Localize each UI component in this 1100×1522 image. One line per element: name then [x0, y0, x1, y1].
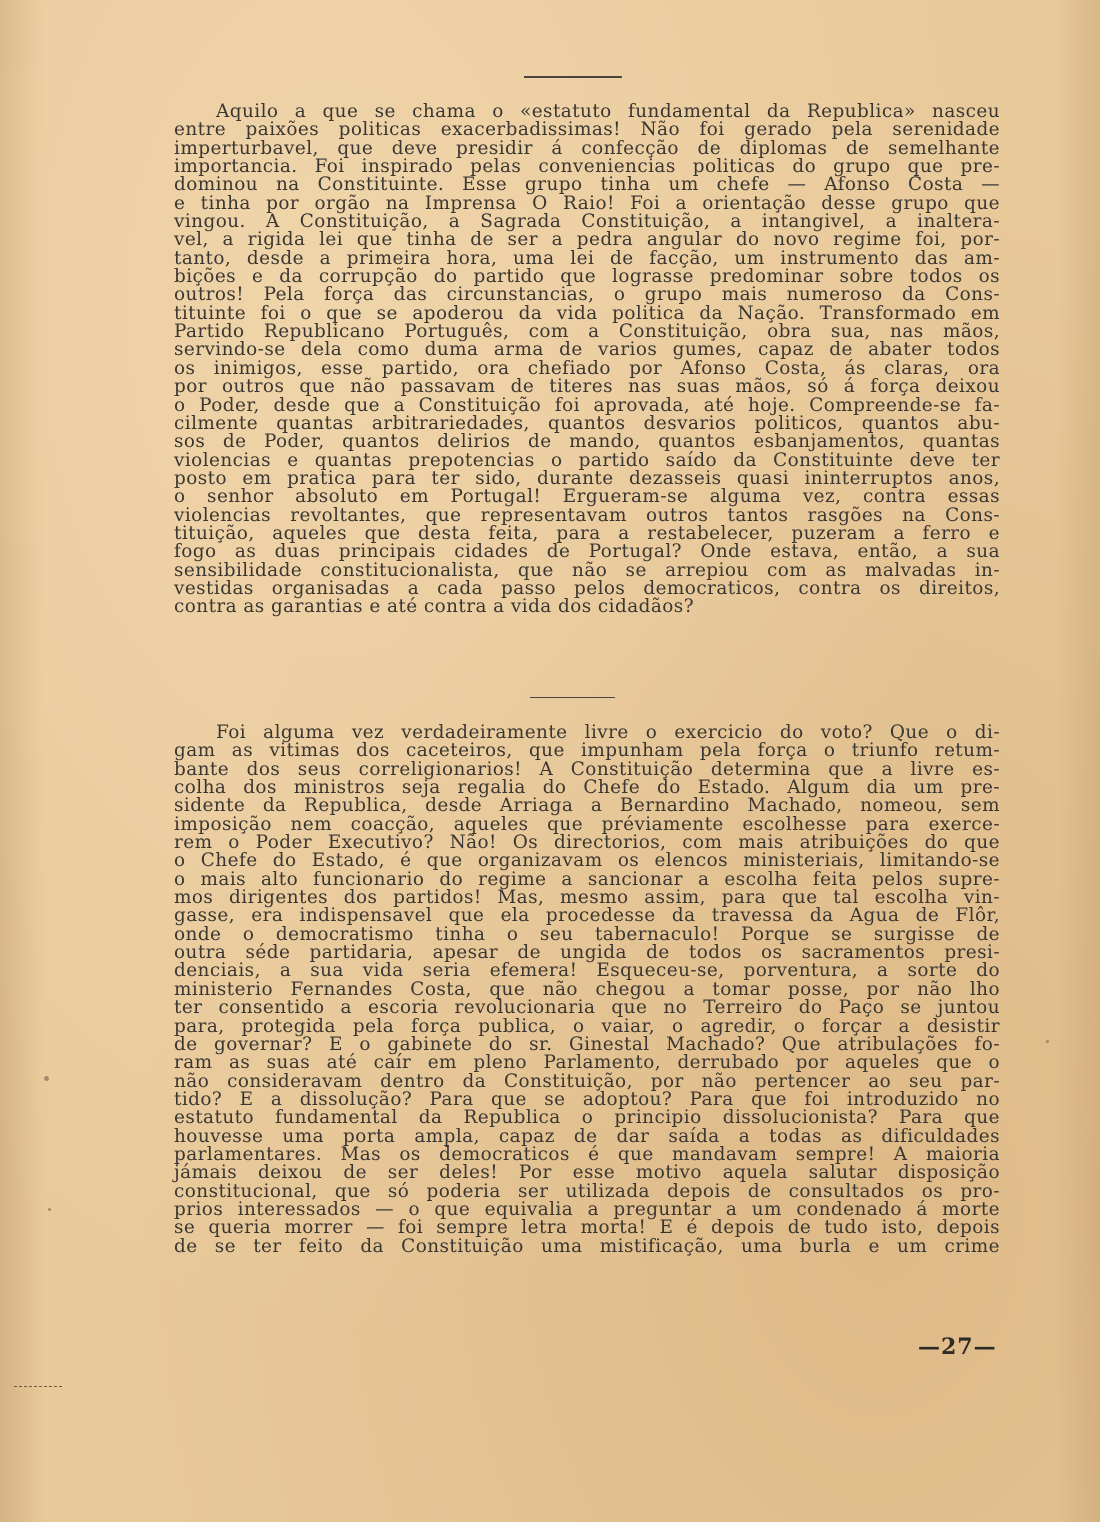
text-line: tido? E a dissolução? Para que se adoptou? Para que foi introduzido no — [174, 1088, 1000, 1110]
text-line: contra as garantias e até contra a vida dos cidadãos? — [174, 596, 695, 618]
text-line: sos de Poder, quantos delirios de mando, quantos esbanjamentos, quantas — [174, 431, 1000, 453]
text-line: outros! Pela força das circunstancias, o grupo mais numeroso da Cons- — [174, 284, 1000, 306]
corner-mark — [14, 1386, 62, 1387]
text-line: por outros que não passavam de titeres nas suas mãos, só á força deixou — [174, 376, 1000, 398]
paragraph-vote — [174, 724, 1000, 1256]
text-line: jámais deixou de ser deles! Por esse motivo aquela salutar disposição — [174, 1162, 1000, 1184]
text-line: o mais alto funcionario do regime a sancionar a escolha feita pelos supre- — [174, 868, 1000, 890]
paper-speck — [48, 1208, 51, 1211]
text-line: estatuto fundamental da Republica o principio dissolucionista? Para que — [174, 1107, 1000, 1129]
text-line: rem o Poder Executivo? Não! Os directorios, com mais atribuições do que — [174, 832, 1000, 854]
text-line: se queria morrer — foi sempre letra morta! E é depois de tudo isto, depois — [174, 1217, 1000, 1239]
text-line: de governar? E o gabinete do sr. Ginestal Machado? Que atribulações fo- — [174, 1033, 1000, 1055]
text-line: mos dirigentes dos partidos! Mas, mesmo assim, para que tal escolha vin- — [174, 887, 1000, 909]
text-line: tituinte foi o que se apoderou da vida politica da Nação. Transformado em — [174, 302, 1000, 324]
paragraph-constitution — [174, 103, 1000, 617]
text-line: violencias revoltantes, que representavam outros tantos rasgões na Cons- — [174, 504, 1000, 526]
text-line: houvesse uma porta ampla, capaz de dar saída a todas as dificuldades — [174, 1125, 1000, 1147]
paper-speck — [44, 1076, 49, 1081]
text-line: ministerio Fernandes Costa, que não chegou a tomar posse, por não lho — [174, 978, 1000, 1000]
text-line: gam as vitimas dos caceteiros, que impunham pela força o triunfo retum- — [174, 740, 1000, 762]
text-line: de se ter feito da Constituição uma mistificação, uma burla e um crime — [174, 1235, 1000, 1257]
text-line: entre paixões politicas exacerbadissimas! Não foi gerado pela serenidade — [174, 119, 1000, 141]
text-line: sensibilidade constitucionalista, que não se arrepiou com as malvadas in- — [174, 559, 1000, 581]
paper-speck — [1046, 1040, 1049, 1043]
text-line: o Poder, desde que a Constituição foi aprovada, até hoje. Compreende-se fa- — [174, 394, 1000, 416]
text-line: onde o democratismo tinha o seu tabernaculo! Porque se surgisse de — [174, 923, 1000, 945]
top-divider-rule — [524, 76, 622, 78]
text-line: vestidas organisadas a cada passo pelos democraticos, contra os direitos, — [174, 577, 1000, 599]
text-line: vel, a rigida lei que tinha de ser a pedra angular do novo regime foi, por- — [174, 229, 1000, 251]
text-line: parlamentares. Mas os democraticos é que mandavam sempre! A maioria — [174, 1143, 1000, 1165]
text-line: imposição nem coacção, aqueles que préviamente escolhesse para exerce- — [174, 813, 1000, 835]
text-line: cilmente quantas arbitrariedades, quantos desvarios politicos, quantos abu- — [174, 412, 1000, 434]
text-line: não consideravam dentro da Constituição, por não pertencer ao seu par- — [174, 1070, 1000, 1092]
text-line: bições e da corrupção do partido que lograsse predominar sobre todos os — [174, 266, 1000, 288]
text-line: bante dos seus correligionarios! A Constituição determina que a livre es- — [174, 758, 1000, 780]
text-line: violencias e quantas prepotencias o partido saído da Constituinte deve ter — [174, 449, 1000, 471]
text-line: outra séde partidaria, apesar de ungida de todos os sacramentos presi- — [174, 942, 1000, 964]
text-line: tanto, desde a primeira hora, uma lei de facção, um instrumento das am- — [174, 247, 1000, 269]
text-line: sidente da Republica, desde Arriaga a Bernardino Machado, nomeou, sem — [174, 795, 1000, 817]
text-line: importancia. Foi inspirado pelas conveniencias politicas do grupo que pre- — [174, 156, 1000, 178]
text-line: denciais, a sua vida seria efemera! Esqueceu-se, porventura, a sorte do — [174, 960, 1000, 982]
text-line: fogo as duas principais cidades de Portugal? Onde estava, então, a sua — [174, 541, 1000, 563]
text-line: constitucional, que só poderia ser utilizada depois de consultados os pro- — [174, 1180, 1000, 1202]
text-line: imperturbavel, que deve presidir á confecção de diplomas de semelhante — [174, 137, 1000, 159]
text-line: vingou. A Constituição, a Sagrada Constituição, a intangivel, a inaltera- — [174, 211, 1000, 233]
section-divider-rule — [530, 697, 615, 698]
text-line: para, protegida pela força publica, o vaiar, o agredir, o forçar a desistir — [174, 1015, 1000, 1037]
page-number: —27— — [918, 1334, 997, 1360]
text-line: e tinha por orgão na Imprensa O Raio! Foi a orientação desse grupo que — [174, 192, 1000, 214]
text-line: gasse, era indispensavel que ela procedesse da travessa da Agua de Flôr, — [174, 905, 1000, 927]
text-line: os inimigos, esse partido, ora chefiado por Afonso Costa, ás claras, ora — [174, 357, 1000, 379]
text-line: tituição, aqueles que desta feita, para a restabelecer, puzeram a ferro e — [174, 522, 1000, 544]
text-line: servindo-se dela como duma arma de varios gumes, capaz de abater todos — [174, 339, 1000, 361]
text-line: dominou na Constituinte. Esse grupo tinha um chefe — Afonso Costa — — [174, 174, 1000, 196]
text-line: ram as suas até caír em pleno Parlamento, derrubado por aqueles que o — [174, 1052, 1000, 1074]
text-line: Foi alguma vez verdadeiramente livre o exercicio do voto? Que o di- — [216, 722, 1000, 743]
text-line: o senhor absoluto em Portugal! Ergueram-se alguma vez, contra essas — [174, 486, 1000, 508]
text-line: ter consentido a escoria revolucionaria que no Terreiro do Paço se juntou — [174, 997, 1000, 1019]
text-line: prios interessados — o que equivalia a preguntar a um condenado á morte — [174, 1198, 1000, 1220]
text-line: colha dos ministros seja regalia do Chefe do Estado. Algum dia um pre- — [174, 777, 1000, 799]
text-line: Partido Republicano Português, com a Constituição, obra sua, nas mãos, — [174, 321, 1000, 343]
text-line: Aquilo a que se chama o «estatuto fundamental da Republica» nasceu — [216, 101, 1000, 122]
text-line: posto em pratica para ter sido, durante dezasseis quasi ininterruptos anos, — [174, 467, 1000, 489]
text-line: o Chefe do Estado, é que organizavam os elencos ministeriais, limitando-se — [174, 850, 1000, 872]
